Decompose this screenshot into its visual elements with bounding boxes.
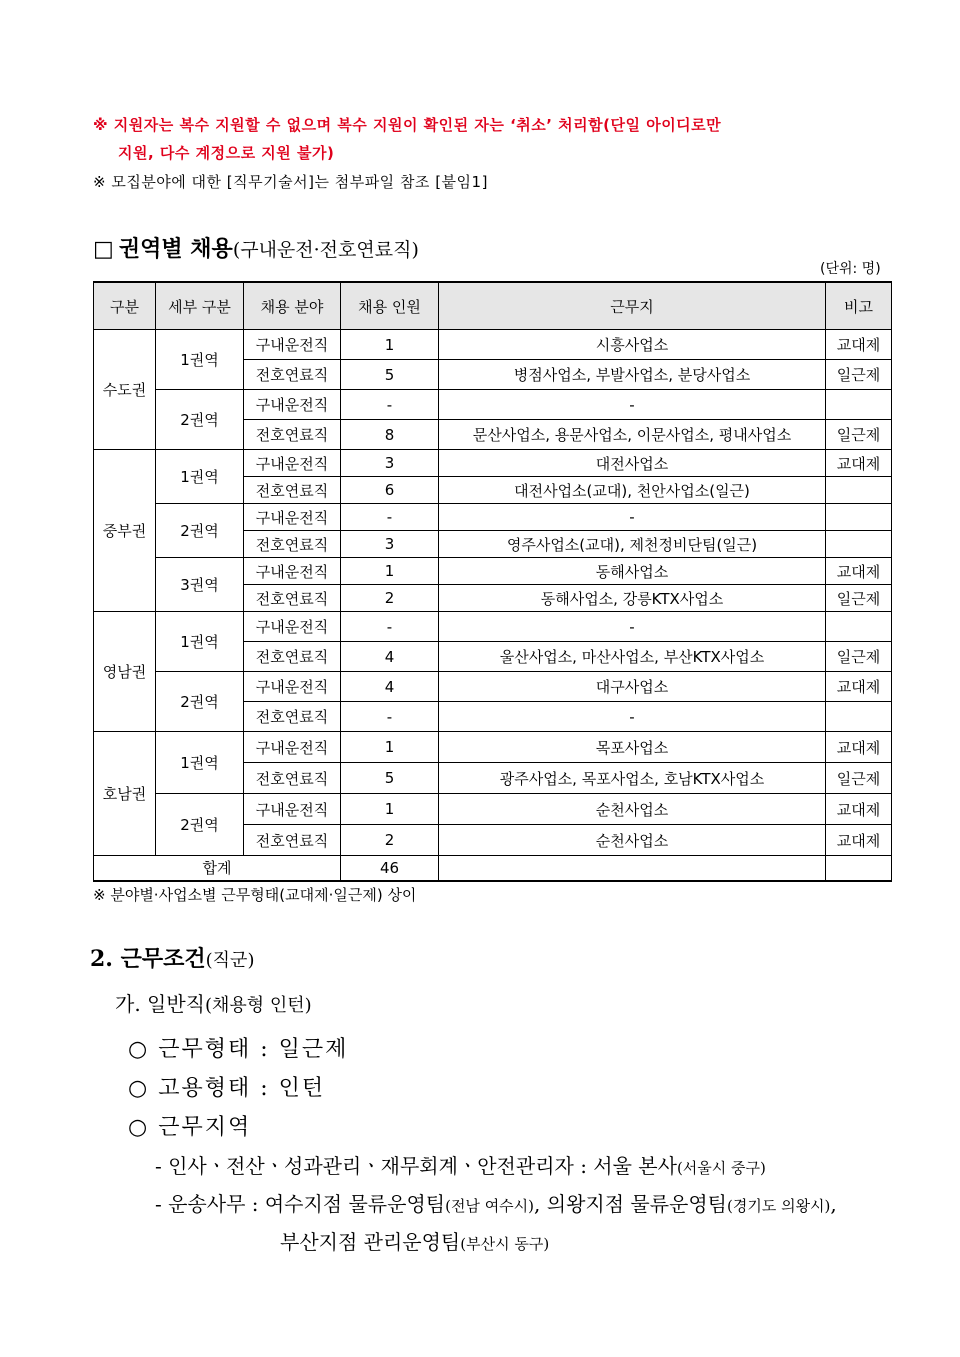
subsection-a-paren: (채용형 인턴)	[205, 995, 312, 1016]
place-cell: 동해사업소, 강릉KTX사업소	[439, 585, 826, 612]
place-cell: 광주사업소, 목포사업소, 호남KTX사업소	[439, 763, 826, 794]
field-cell: 구내운전직	[244, 794, 341, 825]
dash2-a-paren: (전남 여수시)	[445, 1197, 535, 1215]
dash3-text: 부산지점 관리운영팀	[280, 1230, 461, 1254]
note-cell: 교대제	[826, 825, 892, 856]
place-cell: 문산사업소, 용문사업소, 이문사업소, 평내사업소	[439, 420, 826, 450]
count-cell: 1	[341, 732, 439, 763]
count-cell: 4	[341, 672, 439, 702]
subregion-cell: 2권역	[156, 672, 244, 732]
field-cell: 전호연료직	[244, 420, 341, 450]
notice-line-1: ※ 지원자는 복수 지원할 수 없으며 복수 지원이 확인된 자는 ‘취소’ 처리함(단일 아이디로만	[93, 116, 722, 134]
subregion-cell: 3권역	[156, 558, 244, 612]
subregion-cell: 1권역	[156, 330, 244, 390]
unit-label: (단위: 명)	[820, 261, 881, 277]
table-row	[94, 390, 892, 420]
place-cell: -	[439, 504, 826, 531]
table-footnote: ※ 분야별·사업소별 근무형태(교대제·일근제) 상이	[93, 886, 417, 904]
dash3-paren: (부산시 동구)	[460, 1235, 550, 1253]
subregion-cell: 2권역	[156, 504, 244, 558]
subregion-cell: 1권역	[156, 450, 244, 504]
note-cell: 일근제	[826, 420, 892, 450]
dash-item-1	[155, 1150, 766, 1179]
region-cell: 수도권	[94, 330, 156, 450]
note-cell: 일근제	[826, 642, 892, 672]
count-cell: -	[341, 612, 439, 642]
header-region: 구분	[94, 282, 156, 330]
field-cell: 전호연료직	[244, 477, 341, 504]
place-cell: 순천사업소	[439, 825, 826, 856]
region-cell: 중부권	[94, 450, 156, 612]
place-cell: 목포사업소	[439, 732, 826, 763]
field-cell: 전호연료직	[244, 825, 341, 856]
count-cell: 1	[341, 558, 439, 585]
circle-bullet-icon: ○	[128, 1037, 150, 1062]
list-item	[128, 1110, 251, 1141]
list-item	[128, 1071, 325, 1102]
count-cell: 2	[341, 825, 439, 856]
place-cell: 울산사업소, 마산사업소, 부산KTX사업소	[439, 642, 826, 672]
total-row	[94, 856, 892, 881]
note-cell: 일근제	[826, 763, 892, 794]
circle-bullet-icon: ○	[128, 1076, 150, 1101]
note-cell	[826, 531, 892, 558]
table-row	[94, 672, 892, 702]
total-place-empty	[439, 856, 826, 881]
subregion-cell: 1권역	[156, 732, 244, 794]
count-cell: 1	[341, 794, 439, 825]
subregion-cell: 1권역	[156, 612, 244, 672]
table-row	[94, 330, 892, 360]
place-cell: 병점사업소, 부발사업소, 분당사업소	[439, 360, 826, 390]
subregion-cell: 2권역	[156, 794, 244, 856]
note-cell: 교대제	[826, 794, 892, 825]
place-cell: -	[439, 612, 826, 642]
field-cell: 구내운전직	[244, 390, 341, 420]
section2-heading	[90, 942, 254, 973]
dash2-b: , 의왕지점 물류운영팀	[534, 1192, 727, 1216]
count-cell: 3	[341, 531, 439, 558]
dash-item-2	[155, 1188, 837, 1217]
field-cell: 구내운전직	[244, 330, 341, 360]
section-title: 권역별 채용	[118, 236, 233, 262]
checkbox-glyph: □	[93, 236, 114, 262]
count-cell: 1	[341, 330, 439, 360]
header-count: 채용 인원	[341, 282, 439, 330]
note-cell: 교대제	[826, 330, 892, 360]
note-cell: 교대제	[826, 450, 892, 477]
section2-title: 2. 근무조건	[90, 946, 206, 972]
circle-bullet-icon: ○	[128, 1115, 150, 1140]
count-cell: 6	[341, 477, 439, 504]
table-row	[94, 612, 892, 642]
work-type-text: 근무형태 : 일근제	[158, 1037, 349, 1062]
dash2-b-paren: (경기도 의왕시)	[726, 1197, 831, 1215]
dash1-text: - 인사ㆍ전산ㆍ성과관리ㆍ재무회계ㆍ안전관리자 : 서울 본사	[155, 1154, 677, 1178]
total-count: 46	[341, 856, 439, 881]
note-cell: 교대제	[826, 558, 892, 585]
count-cell: 4	[341, 642, 439, 672]
count-cell: -	[341, 390, 439, 420]
list-item	[128, 1032, 348, 1063]
work-region-text: 근무지역	[158, 1115, 252, 1140]
field-cell: 구내운전직	[244, 558, 341, 585]
total-note-empty	[826, 856, 892, 881]
table-row	[94, 450, 892, 477]
field-cell: 전호연료직	[244, 585, 341, 612]
field-cell: 전호연료직	[244, 360, 341, 390]
subsection-a	[115, 988, 312, 1017]
header-note: 비고	[826, 282, 892, 330]
place-cell: 대구사업소	[439, 672, 826, 702]
count-cell: 8	[341, 420, 439, 450]
note-cell	[826, 504, 892, 531]
field-cell: 구내운전직	[244, 450, 341, 477]
note-cell: 일근제	[826, 360, 892, 390]
total-label: 합계	[94, 856, 341, 881]
table-row	[94, 732, 892, 763]
note-cell: 교대제	[826, 732, 892, 763]
field-cell: 구내운전직	[244, 732, 341, 763]
section2-title-sub: (직군)	[205, 950, 255, 971]
notice-line-2: 지원, 다수 계정으로 지원 불가)	[118, 144, 335, 162]
count-cell: -	[341, 702, 439, 732]
header-subregion: 세부 구분	[156, 282, 244, 330]
note-cell	[826, 702, 892, 732]
table-row	[94, 558, 892, 585]
field-cell: 구내운전직	[244, 504, 341, 531]
table-row	[94, 794, 892, 825]
subsection-a-title: 가. 일반직	[115, 992, 205, 1016]
place-cell: 시흥사업소	[439, 330, 826, 360]
dash2-a: - 운송사무 : 여수지점 물류운영팀	[155, 1192, 446, 1216]
region-cell: 호남권	[94, 732, 156, 856]
count-cell: 2	[341, 585, 439, 612]
dash1-paren: (서울시 중구)	[676, 1159, 766, 1177]
table-row	[94, 504, 892, 531]
place-cell: 대전사업소(교대), 천안사업소(일근)	[439, 477, 826, 504]
count-cell: -	[341, 504, 439, 531]
notice-line-3: ※ 모집분야에 대한 [직무기술서]는 첨부파일 참조 [붙임1]	[93, 173, 488, 191]
field-cell: 구내운전직	[244, 612, 341, 642]
place-cell: 동해사업소	[439, 558, 826, 585]
dash2-c: ,	[830, 1192, 837, 1216]
count-cell: 5	[341, 360, 439, 390]
dash-item-3	[280, 1226, 549, 1255]
field-cell: 구내운전직	[244, 672, 341, 702]
note-cell	[826, 612, 892, 642]
recruitment-table	[93, 281, 892, 882]
count-cell: 5	[341, 763, 439, 794]
table-header-row	[94, 282, 892, 330]
note-cell: 일근제	[826, 585, 892, 612]
section-subtitle: (구내운전·전호연료직)	[232, 239, 419, 261]
place-cell: 영주사업소(교대), 제천정비단팀(일근)	[439, 531, 826, 558]
note-cell	[826, 390, 892, 420]
field-cell: 전호연료직	[244, 763, 341, 794]
place-cell: 대전사업소	[439, 450, 826, 477]
field-cell: 전호연료직	[244, 642, 341, 672]
field-cell: 전호연료직	[244, 702, 341, 732]
employment-type-text: 고용형태 : 인턴	[158, 1076, 326, 1101]
header-place: 근무지	[439, 282, 826, 330]
field-cell: 전호연료직	[244, 531, 341, 558]
count-cell: 3	[341, 450, 439, 477]
section-heading	[93, 232, 419, 263]
region-cell: 영남권	[94, 612, 156, 732]
header-field: 채용 분야	[244, 282, 341, 330]
place-cell: -	[439, 702, 826, 732]
place-cell: -	[439, 390, 826, 420]
place-cell: 순천사업소	[439, 794, 826, 825]
subregion-cell: 2권역	[156, 390, 244, 450]
note-cell: 교대제	[826, 672, 892, 702]
note-cell	[826, 477, 892, 504]
